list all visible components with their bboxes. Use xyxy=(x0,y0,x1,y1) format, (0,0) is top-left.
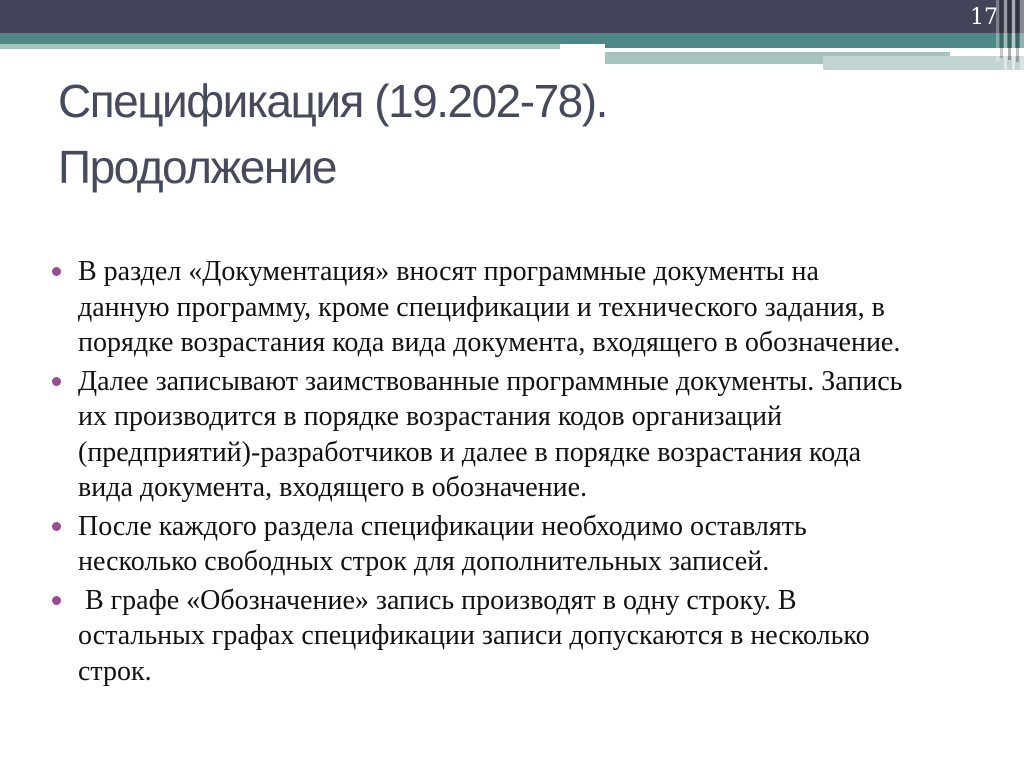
edge-stripe xyxy=(1020,0,1024,70)
bullet-item xyxy=(48,254,913,361)
header-teal-block-right xyxy=(605,33,1024,48)
edge-stripe xyxy=(1004,0,1007,72)
bullet-text: Далее записывают заимствованные программные документы. Запись их производится в порядке возрастания кодов организаций (предприятий)-разработчиков и далее в порядке возрастания кода вида документа, входящего в обозначение. xyxy=(78,365,910,503)
edge-stripe xyxy=(1012,0,1015,75)
bullet-list xyxy=(48,254,913,692)
edge-stripe xyxy=(1016,0,1019,62)
bullet-item xyxy=(48,583,913,690)
bullet-item xyxy=(48,509,913,580)
slide-title: Спецификация (19.202-78). Продолжение xyxy=(58,75,607,193)
edge-stripe xyxy=(1000,0,1003,58)
bullet-text: В раздел «Документация» вносят программные документы на данную программу, кроме спецификации и технического задания, в порядке возрастания кода вида документа, входящего в обозначение. xyxy=(78,256,901,358)
bullet-text: В графе «Обозначение» запись производят в одну строку. В остальных графах спецификации записи допускаются в несколько строк. xyxy=(78,584,877,687)
page-number: 17 xyxy=(970,5,998,30)
bullet-dot-icon xyxy=(52,522,61,531)
header-dark-bar xyxy=(0,0,1024,33)
bullet-dot-icon xyxy=(52,267,61,276)
bullet-dot-icon xyxy=(52,377,61,386)
header-sage-stripe-left xyxy=(0,44,560,49)
header-pale-stripe-right xyxy=(823,56,1024,70)
bullet-text: После каждого раздела спецификации необходимо оставлять несколько свободных строк для дополнительных записей. xyxy=(78,510,814,577)
edge-stripe xyxy=(1008,0,1011,60)
right-edge-stripes-decoration xyxy=(996,0,1024,80)
bullet-dot-icon xyxy=(52,596,61,605)
bullet-item xyxy=(48,364,913,506)
